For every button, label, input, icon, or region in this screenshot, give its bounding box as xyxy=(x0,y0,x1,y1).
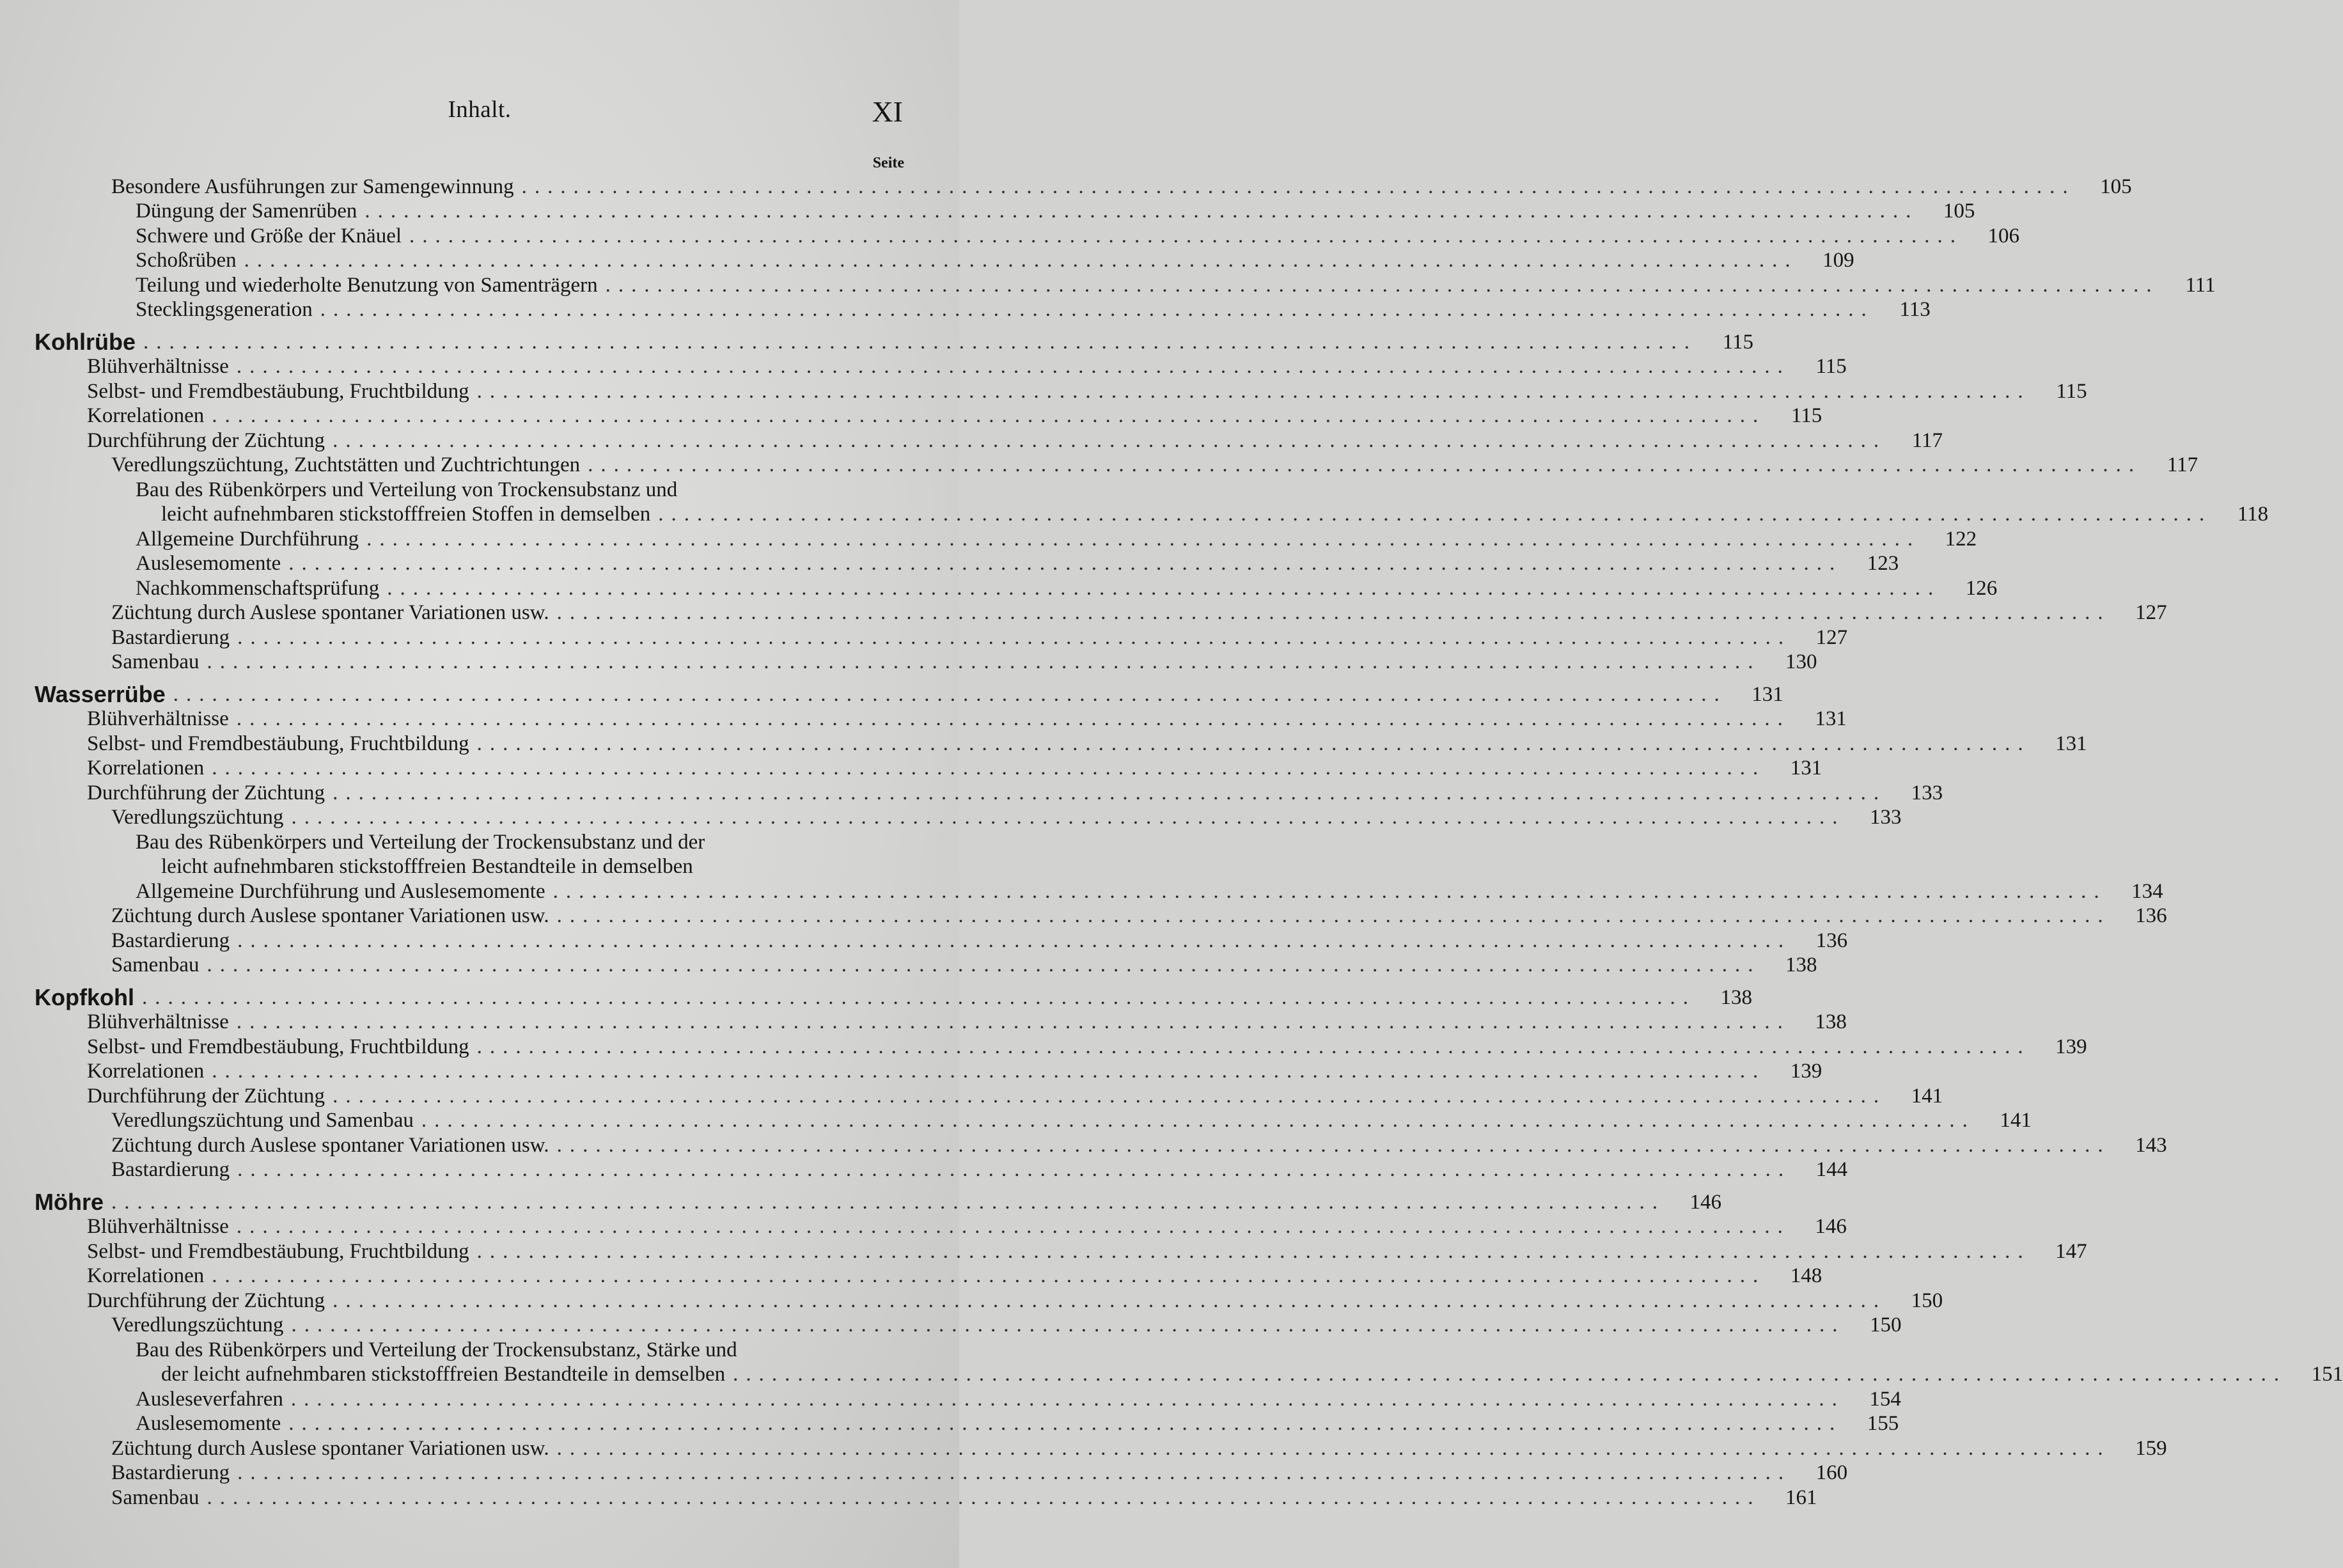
page-number: XI xyxy=(872,95,903,128)
toc-entry-page: 105 xyxy=(1943,200,1975,223)
toc-entry-title: Durchführung der Züchtung xyxy=(87,781,325,804)
dot-leader: ........................................................................................................................ xyxy=(173,682,1727,706)
toc-entry xyxy=(35,1214,1847,1239)
toc-entry xyxy=(35,600,2167,625)
toc-entry-page: 134 xyxy=(2131,879,2163,903)
toc-entry-title: Besondere Ausführungen zur Samengewinnung xyxy=(111,175,514,198)
toc-entry-title: Durchführung der Züchtung xyxy=(87,1289,325,1312)
dot-leader: ........................................................................................................................ xyxy=(290,1387,1845,1411)
toc-entry-title: Selbst- und Fremdbestäubung, Fruchtbildung xyxy=(87,1035,469,1058)
toc-entry xyxy=(35,1288,1943,1313)
toc-entry-page: 150 xyxy=(1869,1313,1902,1337)
toc-entry xyxy=(35,1485,1817,1510)
toc-entry xyxy=(35,1461,1848,1486)
dot-leader: ........................................................................................................................ xyxy=(364,200,1919,223)
toc-entry-title: Selbst- und Fremdbestäubung, Fruchtbildung xyxy=(87,732,469,755)
toc-entry-page: 109 xyxy=(1822,249,1854,272)
toc-entry-title: Bastardierung xyxy=(111,625,230,649)
toc-entry-title: Möhre xyxy=(35,1188,104,1215)
toc-entry-page: 138 xyxy=(1720,985,1752,1009)
toc-entry xyxy=(35,526,1977,551)
toc-entry-page: 122 xyxy=(1945,527,1977,551)
toc-entry-page: 160 xyxy=(1815,1461,1848,1484)
toc-entry-title: Veredlungszüchtung xyxy=(111,806,284,829)
toc-entry xyxy=(35,1313,1902,1338)
toc-entry-page: 146 xyxy=(1689,1190,1721,1214)
toc-entry-page: 136 xyxy=(1815,929,1848,952)
toc-entry-page: 133 xyxy=(1911,781,1943,804)
toc-entry-title: Kohlrübe xyxy=(35,328,136,355)
toc-entry-page: 141 xyxy=(1911,1084,1943,1108)
toc-entry xyxy=(35,1059,1822,1084)
toc-entry xyxy=(35,625,1848,650)
dot-leader: ........................................................................................................................ xyxy=(212,404,1766,427)
dot-leader: ........................................................................................................................ xyxy=(333,1289,1887,1312)
dot-leader: ........................................................................................................................ xyxy=(556,904,2111,927)
toc-entry-page: 131 xyxy=(1790,757,1822,780)
toc-entry-title: Auslesemomente xyxy=(136,552,281,575)
dot-leader: ........................................................................................................................ xyxy=(605,273,2159,297)
dot-leader: ........................................................................................................................ xyxy=(143,330,1697,354)
toc-entry xyxy=(35,1010,1847,1035)
toc-entry-page: 113 xyxy=(1899,298,1931,321)
toc-entry-title: Züchtung durch Auslese spontaner Variationen usw. xyxy=(111,601,549,624)
toc-entry xyxy=(35,404,1822,428)
toc-entry xyxy=(35,379,2087,404)
toc-entry-title: Ausleseverfahren xyxy=(136,1387,283,1411)
dot-leader: ........................................................................................................................ xyxy=(556,601,2111,624)
toc-entry-title: Züchtung durch Auslese spontaner Variationen usw. xyxy=(111,904,549,927)
dot-leader: ........................................................................................................................ xyxy=(207,1486,1761,1509)
toc-entry xyxy=(35,551,1899,576)
toc-entry-title: Züchtung durch Auslese spontaner Variationen usw. xyxy=(111,1436,549,1460)
toc-entry xyxy=(35,854,904,879)
dot-leader: ........................................................................................................................ xyxy=(212,1264,1766,1287)
toc-entry-page: 147 xyxy=(2055,1239,2087,1263)
toc-section-heading xyxy=(35,680,1783,707)
toc-entry xyxy=(35,272,2216,297)
toc-entry-title: leicht aufnehmbaren stickstofffreien Stoffen in demselben xyxy=(161,503,651,526)
dot-leader: ........................................................................................................................ xyxy=(288,552,1843,575)
dot-leader: ........................................................................................................................ xyxy=(237,1461,1792,1484)
toc-section-heading xyxy=(35,1188,1721,1215)
toc-entry-page: 123 xyxy=(1867,552,1899,575)
toc-entry-title: Bau des Rübenkörpers und Verteilung der Trockensubstanz, Stärke und xyxy=(136,1338,737,1361)
toc-entry-page: 138 xyxy=(1815,1010,1847,1033)
toc-entry xyxy=(35,297,1931,322)
toc-entry-page: 118 xyxy=(2237,503,2269,526)
toc-entry-title: Blühverhältnisse xyxy=(87,1215,229,1238)
toc-entry xyxy=(35,904,2167,929)
toc-entry xyxy=(35,248,1854,273)
toc-entry-page: 106 xyxy=(1987,224,2020,247)
dot-leader: ........................................................................................................................ xyxy=(236,707,1791,730)
dot-leader: ........................................................................................................................ xyxy=(333,1084,1887,1108)
toc-entry-title: Blühverhältnisse xyxy=(87,355,229,378)
toc-entry-page: 133 xyxy=(1869,806,1902,829)
toc-entry xyxy=(35,731,2087,756)
toc-entry xyxy=(35,428,1943,453)
toc-entry-title: Bastardierung xyxy=(111,1158,230,1181)
dot-leader: ........................................................................................................................ xyxy=(237,929,1792,952)
toc-entry-page: 126 xyxy=(1965,576,1998,600)
toc-entry-page: 115 xyxy=(1722,330,1753,354)
toc-entry xyxy=(35,576,1998,600)
toc-entry xyxy=(35,780,1943,805)
toc-entry-page: 131 xyxy=(1751,682,1783,706)
toc-entry xyxy=(35,1337,904,1362)
dot-leader: ........................................................................................................................ xyxy=(212,757,1766,780)
toc-entry-title: Bastardierung xyxy=(111,929,230,952)
toc-entry-page: 146 xyxy=(1815,1215,1847,1238)
toc-entry-title: Korrelationen xyxy=(87,757,205,780)
toc-entry-page: 115 xyxy=(1815,355,1847,378)
toc-entry xyxy=(35,223,2020,248)
toc-section-heading xyxy=(35,328,1753,355)
toc-entry-title: Nachkommenschaftsprüfung xyxy=(136,576,380,600)
toc-entry-page: 144 xyxy=(1815,1158,1848,1181)
toc-entry-title: Bau des Rübenkörpers und Verteilung der Trockensubstanz und der xyxy=(136,830,705,854)
dot-leader: ........................................................................................................................ xyxy=(111,1190,1665,1214)
toc-entry xyxy=(35,756,1822,781)
toc-entry-page: 127 xyxy=(2135,601,2167,624)
toc-entry-title: Bau des Rübenkörpers und Verteilung von Trockensubstanz und xyxy=(136,478,678,501)
toc-entry xyxy=(35,953,1817,978)
toc-entry-title: Bastardierung xyxy=(111,1461,230,1484)
toc-entry-title: Schoßrüben xyxy=(136,249,237,272)
dot-leader: ........................................................................................................................ xyxy=(556,1436,2111,1460)
dot-leader: ........................................................................................................................ xyxy=(236,355,1791,378)
toc-entry-title: Blühverhältnisse xyxy=(87,707,229,730)
dot-leader: ........................................................................................................................ xyxy=(288,1412,1843,1435)
toc-entry xyxy=(35,928,1848,953)
toc-entry-title: Korrelationen xyxy=(87,1264,205,1287)
toc-entry xyxy=(35,707,1847,732)
toc-entry-title: der leicht aufnehmbaren stickstofffreien Bestandteile in demselben xyxy=(161,1363,726,1386)
toc-entry xyxy=(35,650,1817,675)
dot-leader: ........................................................................................................................ xyxy=(476,379,2031,403)
toc-entry-title: Kopfkohl xyxy=(35,984,134,1010)
toc-entry xyxy=(35,1411,1899,1436)
toc-section-heading xyxy=(35,984,1752,1010)
toc-entry xyxy=(35,502,2269,527)
toc-entry xyxy=(35,1133,2167,1157)
dot-leader: ........................................................................................................................ xyxy=(588,453,2142,476)
toc-entry-title: Auslesemomente xyxy=(136,1412,281,1435)
toc-entry xyxy=(35,1083,1943,1108)
toc-entry-page: 130 xyxy=(1785,650,1817,673)
dot-leader: ........................................................................................................................ xyxy=(421,1109,1975,1132)
running-header-title: Inhalt. xyxy=(448,97,512,123)
dot-leader: ........................................................................................................................ xyxy=(244,249,1798,272)
dot-leader: ........................................................................................................................ xyxy=(387,576,1941,600)
toc-entry xyxy=(35,1239,2087,1264)
toc-entry-page: 131 xyxy=(2055,732,2087,755)
toc-entry-page: 159 xyxy=(2135,1436,2167,1460)
toc-entry xyxy=(35,805,1902,830)
toc-entry xyxy=(35,174,2132,199)
dot-leader: ........................................................................................................................ xyxy=(207,953,1761,976)
toc-entry-title: Selbst- und Fremdbestäubung, Fruchtbildung xyxy=(87,1239,469,1263)
toc-entry xyxy=(35,829,904,854)
toc-entry-title: Schwere und Größe der Knäuel xyxy=(136,224,402,247)
toc-entry-page: 127 xyxy=(1815,625,1848,649)
toc-entry-title: Wasserrübe xyxy=(35,680,166,707)
toc-entry-page: 148 xyxy=(1790,1264,1822,1287)
toc-entry-title: Selbst- und Fremdbestäubung, Fruchtbildung xyxy=(87,379,469,403)
dot-leader: ........................................................................................................................ xyxy=(237,1158,1792,1181)
dot-leader: ........................................................................................................................ xyxy=(236,1010,1791,1033)
toc-entry-page: 150 xyxy=(1911,1289,1943,1312)
table-of-contents xyxy=(35,174,2343,1510)
dot-leader: ........................................................................................................................ xyxy=(476,732,2031,755)
dot-leader: ........................................................................................................................ xyxy=(141,985,1696,1009)
toc-entry-title: Züchtung durch Auslese spontaner Variationen usw. xyxy=(111,1133,549,1157)
toc-entry xyxy=(35,354,1847,379)
toc-entry-page: 141 xyxy=(2000,1109,2032,1132)
toc-entry-title: Korrelationen xyxy=(87,1060,205,1083)
dot-leader: ........................................................................................................................ xyxy=(320,298,1874,321)
dot-leader: ........................................................................................................................ xyxy=(291,1313,1845,1337)
toc-entry-page: 138 xyxy=(1785,953,1817,976)
toc-entry xyxy=(35,477,904,502)
toc-entry-page: 136 xyxy=(2135,904,2167,927)
dot-leader: ........................................................................................................................ xyxy=(237,625,1792,649)
dot-leader: ........................................................................................................................ xyxy=(291,806,1845,829)
page-column-label: Seite xyxy=(872,155,904,171)
toc-entry-page: 117 xyxy=(2167,453,2198,476)
dot-leader: ........................................................................................................................ xyxy=(476,1239,2031,1263)
dot-leader: ........................................................................................................................ xyxy=(236,1215,1791,1238)
dot-leader: ........................................................................................................................ xyxy=(556,1133,2111,1157)
toc-entry-title: Düngung der Samenrüben xyxy=(136,200,357,223)
toc-entry-page: 111 xyxy=(2185,273,2216,297)
dot-leader: ........................................................................................................................ xyxy=(476,1035,2031,1058)
dot-leader: ........................................................................................................................ xyxy=(366,527,1921,551)
dot-leader: ........................................................................................................................ xyxy=(333,428,1887,452)
toc-entry xyxy=(35,1157,1848,1182)
toc-entry-page: 105 xyxy=(2100,175,2132,198)
toc-entry-page: 117 xyxy=(1911,428,1943,452)
toc-entry xyxy=(35,1034,2087,1059)
toc-entry-title: Durchführung der Züchtung xyxy=(87,428,325,452)
toc-entry-title: Samenbau xyxy=(111,1486,200,1509)
toc-entry-page: 161 xyxy=(1785,1486,1817,1509)
dot-leader: ........................................................................................................................ xyxy=(409,224,1964,247)
toc-entry-page: 155 xyxy=(1867,1412,1899,1435)
toc-entry xyxy=(35,453,2198,478)
dot-leader: ........................................................................................................................ xyxy=(333,781,1887,804)
toc-entry-page: 151 xyxy=(2311,1363,2343,1386)
toc-entry-title: Durchführung der Züchtung xyxy=(87,1084,325,1108)
toc-entry-title: Blühverhältnisse xyxy=(87,1010,229,1033)
toc-entry-title: Veredlungszüchtung und Samenbau xyxy=(111,1109,414,1132)
toc-entry xyxy=(35,1108,2032,1133)
toc-entry-title: Veredlungszüchtung, Zuchtstätten und Zuchtrichtungen xyxy=(111,453,581,476)
dot-leader: ........................................................................................................................ xyxy=(212,1060,1766,1083)
toc-entry-page: 143 xyxy=(2135,1133,2167,1157)
toc-entry xyxy=(35,1386,1901,1411)
toc-entry-title: Korrelationen xyxy=(87,404,205,427)
toc-entry xyxy=(35,199,1975,224)
toc-entry-page: 139 xyxy=(1790,1060,1822,1083)
toc-entry xyxy=(35,1264,1822,1289)
toc-entry-title: Allgemeine Durchführung xyxy=(136,527,359,551)
toc-entry-title: Veredlungszüchtung xyxy=(111,1313,284,1337)
dot-leader: ........................................................................................................................ xyxy=(207,650,1761,673)
toc-entry-title: leicht aufnehmbaren stickstofffreien Bestandteile in demselben xyxy=(161,855,693,878)
toc-entry-title: Samenbau xyxy=(111,650,200,673)
toc-entry-page: 139 xyxy=(2055,1035,2087,1058)
toc-entry xyxy=(35,1436,2167,1461)
toc-entry-page: 131 xyxy=(1815,707,1847,730)
toc-entry xyxy=(35,1362,2343,1387)
dot-leader: ........................................................................................................................ xyxy=(658,503,2213,526)
toc-entry-page: 115 xyxy=(1791,404,1822,427)
dot-leader: ........................................................................................................................ xyxy=(552,879,2107,903)
toc-entry-title: Allgemeine Durchführung und Auslesemomente xyxy=(136,879,545,903)
toc-entry xyxy=(35,879,2163,904)
toc-entry-title: Teilung und wiederholte Benutzung von Samenträgern xyxy=(136,273,598,297)
dot-leader: ........................................................................................................................ xyxy=(733,1363,2287,1386)
toc-entry-title: Stecklingsgeneration xyxy=(136,298,313,321)
toc-entry-page: 154 xyxy=(1869,1387,1901,1411)
dot-leader: ........................................................................................................................ xyxy=(521,175,2076,198)
toc-entry-title: Samenbau xyxy=(111,953,200,976)
toc-entry-page: 115 xyxy=(2056,379,2087,403)
